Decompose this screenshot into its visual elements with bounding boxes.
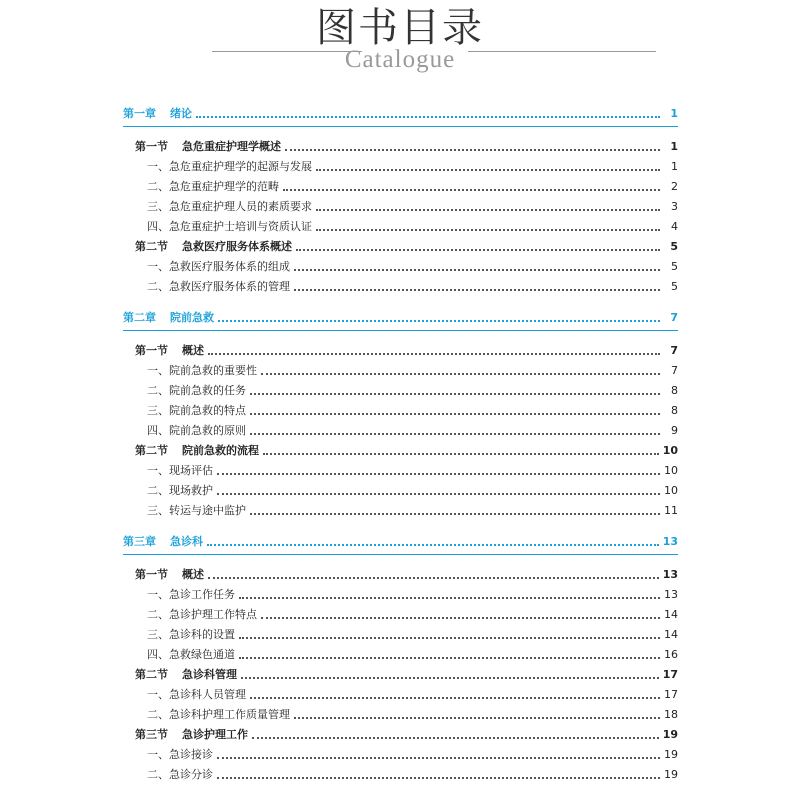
toc-item-label bbox=[147, 501, 250, 521]
toc-item-entry[interactable] bbox=[123, 605, 678, 625]
toc-item-label bbox=[147, 705, 294, 725]
toc-section-number: 第一节 bbox=[135, 568, 168, 581]
dot-leader bbox=[252, 725, 659, 745]
toc-item-label bbox=[147, 157, 316, 177]
dot-leader bbox=[217, 765, 660, 785]
toc-chapter-title: 院前急救 bbox=[170, 311, 214, 324]
toc-item-label bbox=[147, 361, 261, 381]
toc-item-label bbox=[147, 605, 261, 625]
dot-leader bbox=[250, 501, 660, 521]
dot-leader bbox=[285, 137, 660, 157]
dot-leader bbox=[261, 361, 660, 381]
toc-section-entry[interactable] bbox=[123, 237, 678, 257]
dot-leader bbox=[316, 157, 660, 177]
toc-section-entry[interactable] bbox=[123, 565, 678, 585]
toc-item-title: 四、院前急救的原则 bbox=[147, 424, 246, 437]
toc-item-entry[interactable] bbox=[123, 197, 678, 217]
dot-leader bbox=[250, 401, 660, 421]
toc-item-title: 三、急诊科的设置 bbox=[147, 628, 235, 641]
toc-chapter-title: 绪论 bbox=[170, 107, 192, 120]
toc-item-label bbox=[147, 745, 217, 765]
dot-leader bbox=[250, 381, 660, 401]
toc-item-entry[interactable] bbox=[123, 177, 678, 197]
toc-item-title: 二、急危重症护理学的范畴 bbox=[147, 180, 279, 193]
toc-section-label bbox=[135, 341, 208, 361]
toc-item-page-number: 2 bbox=[671, 180, 678, 193]
toc-item-entry[interactable] bbox=[123, 381, 678, 401]
toc-item-entry[interactable] bbox=[123, 157, 678, 177]
toc-section-page-number: 19 bbox=[662, 728, 678, 741]
toc-section-page-number: 1 bbox=[670, 140, 678, 153]
toc-item-page-number: 14 bbox=[664, 608, 678, 621]
dot-leader bbox=[316, 197, 660, 217]
page-title: 图书目录 bbox=[316, 5, 484, 51]
page-subtitle: Catalogue bbox=[344, 46, 456, 73]
toc-section-title: 急救医疗服务体系概述 bbox=[182, 240, 292, 253]
toc-item-page-number: 19 bbox=[664, 768, 678, 781]
toc-section-number: 第一节 bbox=[135, 344, 168, 357]
toc-section-entry[interactable] bbox=[123, 341, 678, 361]
dot-leader bbox=[207, 532, 659, 552]
toc-item-title: 二、急救医疗服务体系的管理 bbox=[147, 280, 290, 293]
toc-item-label bbox=[147, 625, 239, 645]
dot-leader bbox=[208, 341, 660, 361]
toc-section-page-number: 10 bbox=[662, 444, 678, 457]
chapter-block bbox=[123, 308, 678, 521]
toc-item-entry[interactable] bbox=[123, 745, 678, 765]
dot-leader bbox=[208, 565, 659, 585]
toc-section-number: 第二节 bbox=[135, 668, 168, 681]
toc-chapter-entry[interactable] bbox=[123, 532, 678, 552]
toc-section-number: 第二节 bbox=[135, 240, 168, 253]
toc-item-page-number: 11 bbox=[664, 504, 678, 517]
toc-item-title: 一、急救医疗服务体系的组成 bbox=[147, 260, 290, 273]
chapter-block bbox=[123, 532, 678, 785]
toc-section-label bbox=[135, 565, 208, 585]
toc-item-label bbox=[147, 217, 316, 237]
toc-item-page-number: 19 bbox=[664, 748, 678, 761]
toc-item-label bbox=[147, 381, 250, 401]
toc-item-label bbox=[147, 481, 217, 501]
dot-leader bbox=[263, 441, 659, 461]
toc-item-page-number: 1 bbox=[671, 160, 678, 173]
toc-item-entry[interactable] bbox=[123, 585, 678, 605]
toc-item-page-number: 16 bbox=[664, 648, 678, 661]
toc-item-label bbox=[147, 421, 250, 441]
toc-item-title: 一、现场评估 bbox=[147, 464, 213, 477]
dot-leader bbox=[294, 705, 660, 725]
toc-item-page-number: 5 bbox=[671, 280, 678, 293]
dot-leader bbox=[217, 461, 660, 481]
toc-chapter-entry[interactable] bbox=[123, 308, 678, 328]
toc-item-title: 一、急危重症护理学的起源与发展 bbox=[147, 160, 312, 173]
toc-item-label bbox=[147, 177, 283, 197]
toc-item-page-number: 4 bbox=[671, 220, 678, 233]
toc-item-page-number: 9 bbox=[671, 424, 678, 437]
dot-leader bbox=[250, 685, 660, 705]
toc-chapter-page-number: 1 bbox=[670, 107, 678, 120]
toc-item-entry[interactable] bbox=[123, 277, 678, 297]
dot-leader bbox=[316, 217, 660, 237]
toc-section-number: 第一节 bbox=[135, 140, 168, 153]
dot-leader bbox=[261, 605, 660, 625]
toc-item-label bbox=[147, 461, 217, 481]
toc-item-title: 二、现场救护 bbox=[147, 484, 213, 497]
toc-section-entry[interactable] bbox=[123, 665, 678, 685]
toc-item-entry[interactable] bbox=[123, 625, 678, 645]
toc-item-label bbox=[147, 685, 250, 705]
toc-section-page-number: 7 bbox=[670, 344, 678, 357]
toc-chapter-entry[interactable] bbox=[123, 104, 678, 124]
toc-chapter-title: 急诊科 bbox=[170, 535, 203, 548]
toc-section-page-number: 17 bbox=[662, 668, 678, 681]
toc-item-entry[interactable] bbox=[123, 421, 678, 441]
toc-item-page-number: 3 bbox=[671, 200, 678, 213]
dot-leader bbox=[283, 177, 660, 197]
toc-item-page-number: 13 bbox=[664, 588, 678, 601]
toc-section-title: 急诊科管理 bbox=[182, 668, 237, 681]
toc-item-title: 四、急危重症护士培训与资质认证 bbox=[147, 220, 312, 233]
table-of-contents bbox=[123, 104, 678, 796]
toc-item-title: 一、院前急救的重要性 bbox=[147, 364, 257, 377]
toc-chapter-number: 第一章 bbox=[123, 107, 156, 120]
toc-item-page-number: 14 bbox=[664, 628, 678, 641]
toc-item-entry[interactable] bbox=[123, 217, 678, 237]
dot-leader bbox=[294, 277, 660, 297]
dot-leader bbox=[241, 665, 659, 685]
toc-item-title: 二、急诊分诊 bbox=[147, 768, 213, 781]
toc-section-title: 概述 bbox=[182, 344, 204, 357]
toc-item-entry[interactable] bbox=[123, 765, 678, 785]
toc-item-entry[interactable] bbox=[123, 401, 678, 421]
toc-item-label bbox=[147, 401, 250, 421]
toc-item-page-number: 17 bbox=[664, 688, 678, 701]
chapter-block bbox=[123, 104, 678, 297]
toc-section-page-number: 13 bbox=[662, 568, 678, 581]
toc-item-entry[interactable] bbox=[123, 361, 678, 381]
toc-item-title: 一、急诊工作任务 bbox=[147, 588, 235, 601]
toc-section-page-number: 5 bbox=[670, 240, 678, 253]
toc-section-label bbox=[135, 441, 263, 461]
toc-item-entry[interactable] bbox=[123, 461, 678, 481]
toc-item-label bbox=[147, 257, 294, 277]
toc-section-entry[interactable] bbox=[123, 725, 678, 745]
toc-section-title: 急危重症护理学概述 bbox=[182, 140, 281, 153]
dot-leader bbox=[217, 745, 660, 765]
toc-section-title: 院前急救的流程 bbox=[182, 444, 259, 457]
toc-item-entry[interactable] bbox=[123, 645, 678, 665]
toc-item-page-number: 8 bbox=[671, 384, 678, 397]
toc-item-page-number: 5 bbox=[671, 260, 678, 273]
toc-chapter-number: 第二章 bbox=[123, 311, 156, 324]
toc-item-entry[interactable] bbox=[123, 685, 678, 705]
toc-item-entry[interactable] bbox=[123, 481, 678, 501]
dot-leader bbox=[239, 625, 660, 645]
toc-item-title: 四、急救绿色通道 bbox=[147, 648, 235, 661]
toc-section-entry[interactable] bbox=[123, 441, 678, 461]
toc-chapter-label bbox=[123, 104, 196, 124]
toc-item-label bbox=[147, 585, 239, 605]
toc-section-entry[interactable] bbox=[123, 137, 678, 157]
toc-item-title: 二、急诊科护理工作质量管理 bbox=[147, 708, 290, 721]
toc-item-page-number: 8 bbox=[671, 404, 678, 417]
toc-section-label bbox=[135, 665, 241, 685]
dot-leader bbox=[294, 257, 660, 277]
toc-section-label bbox=[135, 137, 285, 157]
toc-item-page-number: 7 bbox=[671, 364, 678, 377]
toc-item-title: 一、急诊接诊 bbox=[147, 748, 213, 761]
toc-chapter-number: 第三章 bbox=[123, 535, 156, 548]
toc-item-title: 二、急诊护理工作特点 bbox=[147, 608, 257, 621]
toc-section-number: 第三节 bbox=[135, 728, 168, 741]
toc-chapter-page-number: 7 bbox=[670, 311, 678, 324]
dot-leader bbox=[239, 585, 660, 605]
toc-item-entry[interactable] bbox=[123, 705, 678, 725]
toc-item-title: 三、转运与途中监护 bbox=[147, 504, 246, 517]
toc-item-label bbox=[147, 765, 217, 785]
toc-item-page-number: 18 bbox=[664, 708, 678, 721]
toc-section-label bbox=[135, 237, 296, 257]
dot-leader bbox=[296, 237, 660, 257]
toc-item-entry[interactable] bbox=[123, 501, 678, 521]
toc-item-title: 三、急危重症护理人员的素质要求 bbox=[147, 200, 312, 213]
toc-chapter-page-number: 13 bbox=[662, 535, 678, 548]
toc-item-entry[interactable] bbox=[123, 257, 678, 277]
toc-section-title: 概述 bbox=[182, 568, 204, 581]
toc-section-label bbox=[135, 725, 252, 745]
toc-item-label bbox=[147, 197, 316, 217]
toc-item-title: 三、院前急救的特点 bbox=[147, 404, 246, 417]
toc-item-label bbox=[147, 645, 239, 665]
dot-leader bbox=[218, 308, 660, 328]
toc-section-number: 第二节 bbox=[135, 444, 168, 457]
dot-leader bbox=[239, 645, 660, 665]
dot-leader bbox=[217, 481, 660, 501]
toc-item-page-number: 10 bbox=[664, 484, 678, 497]
toc-chapter-label bbox=[123, 308, 218, 328]
toc-section-title: 急诊护理工作 bbox=[182, 728, 248, 741]
toc-item-label bbox=[147, 277, 294, 297]
toc-chapter-label bbox=[123, 532, 207, 552]
dot-leader bbox=[196, 104, 660, 124]
toc-item-page-number: 10 bbox=[664, 464, 678, 477]
dot-leader bbox=[250, 421, 660, 441]
toc-item-title: 一、急诊科人员管理 bbox=[147, 688, 246, 701]
toc-item-title: 二、院前急救的任务 bbox=[147, 384, 246, 397]
